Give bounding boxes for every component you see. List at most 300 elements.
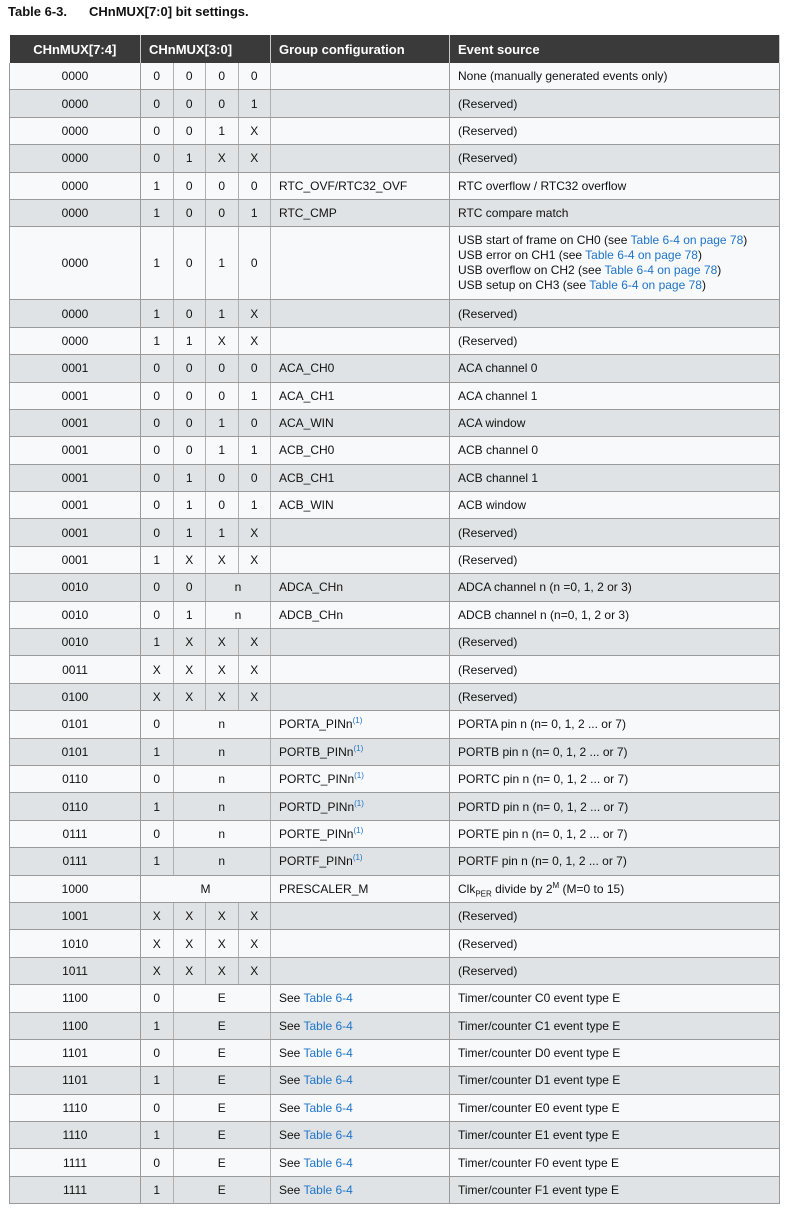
event-source-text: (Reserved) xyxy=(458,96,518,111)
chnmux-3-0-bit-cell: 0 xyxy=(141,820,174,847)
chnmux-3-0-bit-cell: 0 xyxy=(173,437,206,464)
table-row xyxy=(10,227,780,300)
chnmux-3-0-bit-cell: E xyxy=(173,1012,271,1039)
chnmux-3-0-bit-cell: 1 xyxy=(173,327,206,354)
clk-text: (M=0 to 15) xyxy=(559,881,625,896)
chnmux-7-4-cell: 0001 xyxy=(10,382,141,409)
table-6-4-page-78-link[interactable]: Table 6-4 on page 78 xyxy=(585,248,698,263)
chnmux-7-4-cell: 0100 xyxy=(10,683,141,710)
event-source-text: (Reserved) xyxy=(458,333,518,348)
chnmux-7-4-cell: 0001 xyxy=(10,409,141,436)
table-row xyxy=(10,574,780,601)
event-source-cell xyxy=(450,409,780,436)
chnmux-3-0-bit-cell: 0 xyxy=(173,199,206,226)
group-name: ACB_CH1 xyxy=(279,470,335,485)
event-source-text: ADCA channel n (n =0, 1, 2 or 3) xyxy=(458,580,632,595)
table-row xyxy=(10,1067,780,1094)
table-row xyxy=(10,199,780,226)
chnmux-7-4-cell: 1010 xyxy=(10,930,141,957)
event-source-text: PORTA pin n (n= 0, 1, 2 ... or 7) xyxy=(458,717,626,732)
chnmux-3-0-bit-cell: E xyxy=(173,1149,271,1176)
table-row xyxy=(10,820,780,847)
group-configuration-cell xyxy=(271,1067,450,1094)
chnmux-3-0-bit-cell: X xyxy=(173,629,206,656)
event-source-cell xyxy=(450,546,780,573)
event-source-text: ACB channel 0 xyxy=(458,443,539,458)
chnmux-3-0-bit-cell: n xyxy=(206,574,271,601)
group-name: ADCA_CHn xyxy=(279,580,344,595)
table-row xyxy=(10,902,780,929)
group-configuration-cell xyxy=(271,1039,450,1066)
usb-event-close: ) xyxy=(697,248,702,263)
chnmux-7-4-cell: 1000 xyxy=(10,875,141,902)
chnmux-3-0-bit-cell: X xyxy=(173,957,206,984)
chnmux-3-0-bit-cell: 0 xyxy=(206,355,239,382)
chnmux-3-0-bit-cell: X xyxy=(238,117,271,144)
group-name: PORTB_PINn xyxy=(279,744,354,759)
group-name: PORTE_PINn xyxy=(279,826,354,841)
table-row xyxy=(10,1149,780,1176)
group-configuration-cell xyxy=(271,519,450,546)
chnmux-3-0-bit-cell: 0 xyxy=(173,382,206,409)
table-6-4-page-78-link[interactable]: Table 6-4 on page 78 xyxy=(630,233,744,248)
event-source-cell xyxy=(450,464,780,491)
chnmux-3-0-bit-cell: X xyxy=(238,300,271,327)
chnmux-3-0-bit-cell: 0 xyxy=(206,63,239,90)
chnmux-3-0-bit-cell: n xyxy=(173,793,271,820)
group-configuration-cell xyxy=(271,1149,450,1176)
chnmux-3-0-bit-cell: n xyxy=(173,848,271,875)
event-source-cell xyxy=(450,902,780,929)
table-6-4-link[interactable]: Table 6-4 xyxy=(303,991,353,1006)
event-source-cell xyxy=(450,574,780,601)
see-label: See xyxy=(279,991,304,1006)
event-source-text: Timer/counter C0 event type E xyxy=(458,991,621,1006)
chnmux-3-0-bit-cell: 0 xyxy=(173,172,206,199)
event-source-cell xyxy=(450,985,780,1012)
chnmux-3-0-bit-cell: 0 xyxy=(206,172,239,199)
usb-event-text: USB start of frame on CH0 (see xyxy=(458,233,631,248)
group-name: PORTF_PINn xyxy=(279,854,353,869)
event-source-text: (Reserved) xyxy=(458,306,518,321)
group-name: PORTD_PINn xyxy=(279,799,355,814)
chnmux-3-0-bit-cell: E xyxy=(173,1122,271,1149)
header-chnmux-3-0: CHnMUX[3:0] xyxy=(141,35,271,63)
group-configuration-cell xyxy=(271,300,450,327)
event-source-cell xyxy=(450,1067,780,1094)
clk-text: Clk xyxy=(458,881,476,896)
table-row xyxy=(10,848,780,875)
event-source-text: Timer/counter E0 event type E xyxy=(458,1100,620,1115)
table-row xyxy=(10,875,780,902)
chnmux-3-0-bit-cell: 0 xyxy=(141,1094,174,1121)
chnmux-3-0-bit-cell: 1 xyxy=(141,1176,174,1203)
chnmux-7-4-cell: 0010 xyxy=(10,629,141,656)
event-source-cell xyxy=(450,437,780,464)
chnmux-7-4-cell: 1110 xyxy=(10,1122,141,1149)
group-configuration-cell xyxy=(271,90,450,117)
chnmux-3-0-bit-cell: 1 xyxy=(238,382,271,409)
event-source-text: (Reserved) xyxy=(458,151,518,166)
event-source-text: (Reserved) xyxy=(458,963,518,978)
chnmux-3-0-bit-cell: 1 xyxy=(141,199,174,226)
table-row xyxy=(10,63,780,90)
chnmux-3-0-bit-cell: X xyxy=(206,629,239,656)
usb-event-text: USB overflow on CH2 (see xyxy=(458,263,605,278)
event-source-cell xyxy=(450,765,780,792)
chnmux-3-0-bit-cell: 0 xyxy=(141,63,174,90)
see-label: See xyxy=(279,1183,304,1198)
table-6-4-link[interactable]: Table 6-4 xyxy=(303,1155,353,1170)
chnmux-3-0-bit-cell: X xyxy=(141,683,174,710)
chnmux-3-0-bit-cell: 1 xyxy=(141,629,174,656)
chnmux-3-0-bit-cell: 0 xyxy=(206,492,239,519)
event-source-cell xyxy=(450,1094,780,1121)
group-configuration-cell xyxy=(271,902,450,929)
chnmux-3-0-bit-cell: 1 xyxy=(238,90,271,117)
chnmux-3-0-bit-cell: M xyxy=(141,875,271,902)
see-label: See xyxy=(279,1155,304,1170)
chnmux-3-0-bit-cell: n xyxy=(173,820,271,847)
chnmux-3-0-bit-cell: 1 xyxy=(173,601,206,628)
event-source-text: PORTE pin n (n= 0, 1, 2 ... or 7) xyxy=(458,826,628,841)
chnmux-3-0-bit-cell: n xyxy=(206,601,271,628)
chnmux-3-0-bit-cell: 0 xyxy=(173,409,206,436)
usb-event-line xyxy=(458,263,771,278)
chnmux-3-0-bit-cell: 0 xyxy=(141,711,174,738)
footnote-ref[interactable]: (1) xyxy=(352,716,363,726)
chnmux-7-4-cell: 0001 xyxy=(10,464,141,491)
chnmux-3-0-bit-cell: 1 xyxy=(141,848,174,875)
chnmux-7-4-cell: 0000 xyxy=(10,227,141,300)
chnmux-3-0-bit-cell: 1 xyxy=(141,546,174,573)
event-source-cell xyxy=(450,300,780,327)
footnote-ref[interactable]: (1) xyxy=(354,798,364,808)
group-configuration-cell xyxy=(271,793,450,820)
chnmux-3-0-bit-cell: 1 xyxy=(141,172,174,199)
chnmux-3-0-bit-cell: n xyxy=(173,765,271,792)
event-source-text: RTC compare match xyxy=(458,206,569,221)
event-source-cell xyxy=(450,1039,780,1066)
event-source-text: ACB channel 1 xyxy=(458,470,539,485)
chnmux-3-0-bit-cell: 1 xyxy=(173,145,206,172)
footnote-ref[interactable]: (1) xyxy=(354,771,364,781)
group-name: ACA_CH0 xyxy=(279,361,335,376)
group-name: ACA_CH1 xyxy=(279,388,335,403)
chnmux-3-0-bit-cell: 0 xyxy=(141,437,174,464)
event-source-text: PORTD pin n (n= 0, 1, 2 ... or 7) xyxy=(458,799,629,814)
event-source-text: ADCB channel n (n=0, 1, 2 or 3) xyxy=(458,607,630,622)
chnmux-3-0-bit-cell: X xyxy=(206,683,239,710)
chnmux-3-0-bit-cell: 0 xyxy=(173,90,206,117)
group-configuration-cell xyxy=(271,957,450,984)
chnmux-7-4-cell: 1011 xyxy=(10,957,141,984)
chnmux-7-4-cell: 0000 xyxy=(10,327,141,354)
event-source-text: None (manually generated events only) xyxy=(458,69,668,84)
group-configuration-cell xyxy=(271,1012,450,1039)
chnmux-3-0-bit-cell: E xyxy=(173,1094,271,1121)
chnmux-3-0-bit-cell: 1 xyxy=(141,227,174,300)
usb-event-close: ) xyxy=(743,233,748,248)
footnote-ref[interactable]: (1) xyxy=(353,743,364,753)
event-source-cell xyxy=(450,683,780,710)
chnmux-3-0-bit-cell: 0 xyxy=(141,90,174,117)
event-source-text: (Reserved) xyxy=(458,123,518,138)
table-6-4-link[interactable]: Table 6-4 xyxy=(303,1100,353,1115)
table-row xyxy=(10,765,780,792)
table-row xyxy=(10,172,780,199)
chnmux-3-0-bit-cell: 0 xyxy=(173,117,206,144)
chnmux-7-4-cell: 0010 xyxy=(10,601,141,628)
chnmux-7-4-cell: 0000 xyxy=(10,172,141,199)
chnmux-7-4-cell: 1100 xyxy=(10,1012,141,1039)
table-row xyxy=(10,382,780,409)
event-source-cell xyxy=(450,117,780,144)
event-source-cell xyxy=(450,145,780,172)
chnmux-3-0-bit-cell: 0 xyxy=(238,464,271,491)
chnmux-3-0-bit-cell: X xyxy=(141,930,174,957)
table-6-4-link[interactable]: Table 6-4 xyxy=(303,1183,353,1198)
chnmux-3-0-bit-cell: X xyxy=(238,519,271,546)
chnmux-7-4-cell: 1110 xyxy=(10,1094,141,1121)
table-row xyxy=(10,683,780,710)
table-row xyxy=(10,1039,780,1066)
group-configuration-cell xyxy=(271,145,450,172)
event-source-cell xyxy=(450,875,780,902)
chnmux-3-0-bit-cell: 0 xyxy=(141,1149,174,1176)
group-configuration-cell xyxy=(271,492,450,519)
event-source-cell xyxy=(450,172,780,199)
chnmux-3-0-bit-cell: 1 xyxy=(206,519,239,546)
chnmux-3-0-bit-cell: X xyxy=(206,546,239,573)
chnmux-7-4-cell: 1101 xyxy=(10,1067,141,1094)
event-source-cell xyxy=(450,629,780,656)
event-source-text: Timer/counter E1 event type E xyxy=(458,1128,620,1143)
group-configuration-cell xyxy=(271,656,450,683)
chnmux-3-0-bit-cell: 1 xyxy=(238,199,271,226)
table-6-4-link[interactable]: Table 6-4 xyxy=(303,1073,353,1088)
chnmux-3-0-bit-cell: 0 xyxy=(238,355,271,382)
event-source-text: PORTB pin n (n= 0, 1, 2 ... or 7) xyxy=(458,744,628,759)
chnmux-7-4-cell: 0000 xyxy=(10,63,141,90)
group-name: PORTC_PINn xyxy=(279,772,355,787)
chnmux-3-0-bit-cell: 0 xyxy=(141,117,174,144)
chnmux-3-0-bit-cell: 0 xyxy=(173,355,206,382)
chnmux-3-0-bit-cell: 0 xyxy=(141,985,174,1012)
chnmux-3-0-bit-cell: X xyxy=(206,902,239,929)
chnmux-3-0-bit-cell: X xyxy=(238,327,271,354)
event-source-cell xyxy=(450,355,780,382)
event-source-cell xyxy=(450,63,780,90)
table-row xyxy=(10,1176,780,1203)
chnmux-3-0-bit-cell: X xyxy=(238,145,271,172)
table-6-4-page-78-link[interactable]: Table 6-4 on page 78 xyxy=(589,278,702,293)
table-row xyxy=(10,327,780,354)
chnmux-3-0-bit-cell: X xyxy=(173,656,206,683)
group-configuration-cell xyxy=(271,464,450,491)
chnmux-3-0-bit-cell: 0 xyxy=(206,464,239,491)
footnote-ref[interactable]: (1) xyxy=(353,825,364,835)
chnmux-3-0-bit-cell: 0 xyxy=(141,409,174,436)
event-source-cell xyxy=(450,1149,780,1176)
table-row xyxy=(10,355,780,382)
usb-event-line xyxy=(458,233,771,248)
group-name: RTC_OVF/RTC32_OVF xyxy=(279,178,408,193)
chnmux-7-4-cell: 1101 xyxy=(10,1039,141,1066)
chnmux-3-0-bit-cell: E xyxy=(173,1039,271,1066)
usb-event-line xyxy=(458,278,771,293)
chnmux-3-0-bit-cell: 1 xyxy=(141,300,174,327)
table-header-row xyxy=(10,35,780,63)
event-source-text: ACA channel 0 xyxy=(458,361,538,376)
group-configuration-cell xyxy=(271,930,450,957)
event-source-text: (Reserved) xyxy=(458,662,518,677)
chnmux-3-0-bit-cell: 0 xyxy=(173,574,206,601)
chnmux-3-0-bit-cell: X xyxy=(238,629,271,656)
table-number: Table 6-3. xyxy=(8,4,68,19)
chnmux-7-4-cell: 0101 xyxy=(10,738,141,765)
chnmux-7-4-cell: 1001 xyxy=(10,902,141,929)
chnmux-3-0-bit-cell: 1 xyxy=(206,227,239,300)
chnmux-3-0-bit-cell: 1 xyxy=(141,793,174,820)
chnmux-3-0-bit-cell: X xyxy=(238,957,271,984)
table-6-4-link[interactable]: Table 6-4 xyxy=(303,1018,353,1033)
group-configuration-cell xyxy=(271,1176,450,1203)
event-source-cell xyxy=(450,957,780,984)
chnmux-7-4-cell: 1111 xyxy=(10,1149,141,1176)
chnmux-3-0-bit-cell: 0 xyxy=(238,63,271,90)
table-row xyxy=(10,738,780,765)
chnmux-3-0-bit-cell: n xyxy=(173,738,271,765)
group-configuration-cell xyxy=(271,546,450,573)
chnmux-3-0-bit-cell: X xyxy=(141,957,174,984)
chnmux-3-0-bit-cell: 0 xyxy=(141,492,174,519)
group-configuration-cell xyxy=(271,327,450,354)
chnmux-3-0-bit-cell: 0 xyxy=(141,765,174,792)
chnmux-3-0-bit-cell: E xyxy=(173,1067,271,1094)
group-name: ACB_CH0 xyxy=(279,443,335,458)
event-source-cell xyxy=(450,656,780,683)
chnmux-3-0-bit-cell: X xyxy=(173,930,206,957)
event-source-cell xyxy=(450,738,780,765)
chnmux-3-0-bit-cell: X xyxy=(141,656,174,683)
chnmux-3-0-bit-cell: 1 xyxy=(238,437,271,464)
chnmux-3-0-bit-cell: E xyxy=(173,1176,271,1203)
chnmux-3-0-bit-cell: 0 xyxy=(206,90,239,117)
group-configuration-cell xyxy=(271,1094,450,1121)
event-source-cell xyxy=(450,382,780,409)
event-source-cell xyxy=(450,1176,780,1203)
footnote-ref[interactable]: (1) xyxy=(352,853,363,863)
event-source-text: Timer/counter D0 event type E xyxy=(458,1046,621,1061)
group-configuration-cell xyxy=(271,683,450,710)
clk-power: M xyxy=(552,880,560,890)
chnmux-3-0-bit-cell: 1 xyxy=(141,1012,174,1039)
chnmux-7-4-cell: 0000 xyxy=(10,300,141,327)
chnmux-7-4-cell: 0010 xyxy=(10,574,141,601)
chnmux-3-0-bit-cell: 1 xyxy=(173,464,206,491)
table-6-4-page-78-link[interactable]: Table 6-4 on page 78 xyxy=(604,263,718,278)
usb-event-close: ) xyxy=(717,263,722,278)
group-configuration-cell xyxy=(271,172,450,199)
table-row xyxy=(10,546,780,573)
event-source-cell xyxy=(450,492,780,519)
event-source-cell xyxy=(450,848,780,875)
group-configuration-cell xyxy=(271,1122,450,1149)
usb-event-line xyxy=(458,248,771,263)
table-row xyxy=(10,629,780,656)
chnmux-3-0-bit-cell: X xyxy=(238,930,271,957)
clk-subscript: PER xyxy=(475,889,492,899)
chnmux-3-0-bit-cell: 1 xyxy=(206,437,239,464)
group-name: ACB_WIN xyxy=(279,498,334,513)
usb-event-text: USB setup on CH3 (see xyxy=(458,278,590,293)
see-label: See xyxy=(279,1128,304,1143)
chnmux-3-0-bit-cell: 0 xyxy=(141,382,174,409)
table-6-4-link[interactable]: Table 6-4 xyxy=(303,1046,353,1061)
header-chnmux-7-4: CHnMUX[7:4] xyxy=(10,35,141,63)
chnmux-3-0-bit-cell: 0 xyxy=(206,199,239,226)
group-configuration-cell xyxy=(271,63,450,90)
chnmux-3-0-bit-cell: X xyxy=(173,902,206,929)
chnmux-3-0-bit-cell: X xyxy=(173,546,206,573)
group-configuration-cell xyxy=(271,355,450,382)
chnmux-3-0-bit-cell: 1 xyxy=(173,492,206,519)
chnmux-3-0-bit-cell: 0 xyxy=(238,227,271,300)
chnmux-3-0-bit-cell: 1 xyxy=(206,117,239,144)
see-label: See xyxy=(279,1073,304,1088)
see-label: See xyxy=(279,1018,304,1033)
chnmux-3-0-bit-cell: 0 xyxy=(141,355,174,382)
group-configuration-cell xyxy=(271,574,450,601)
chnmux-3-0-bit-cell: 0 xyxy=(173,63,206,90)
usb-event-text: USB error on CH1 (see xyxy=(458,248,586,263)
event-source-text: Timer/counter D1 event type E xyxy=(458,1073,621,1088)
chnmux-7-4-cell: 0001 xyxy=(10,546,141,573)
clk-text: divide by 2 xyxy=(491,881,553,896)
chnmux-3-0-bit-cell: X xyxy=(206,930,239,957)
chnmux-3-0-bit-cell: X xyxy=(206,656,239,683)
event-source-text: RTC overflow / RTC32 overflow xyxy=(458,178,627,193)
event-source-text: ACA channel 1 xyxy=(458,388,538,403)
group-configuration-cell xyxy=(271,985,450,1012)
group-configuration-cell xyxy=(271,711,450,738)
chnmux-3-0-bit-cell: X xyxy=(238,902,271,929)
group-configuration-cell xyxy=(271,875,450,902)
event-source-text: Timer/counter F0 event type E xyxy=(458,1155,619,1170)
chnmux-3-0-bit-cell: 0 xyxy=(173,300,206,327)
table-row xyxy=(10,90,780,117)
table-row xyxy=(10,492,780,519)
chnmux-7-4-cell: 0110 xyxy=(10,793,141,820)
chnmux-3-0-bit-cell: 1 xyxy=(141,327,174,354)
chnmux-7-4-cell: 1111 xyxy=(10,1176,141,1203)
chnmux-3-0-bit-cell: 0 xyxy=(141,601,174,628)
group-name: RTC_CMP xyxy=(279,206,337,221)
chnmux-7-4-cell: 0110 xyxy=(10,765,141,792)
chnmux-3-0-bit-cell: 0 xyxy=(206,382,239,409)
table-row xyxy=(10,793,780,820)
chnmux-7-4-cell: 0000 xyxy=(10,145,141,172)
event-source-cell xyxy=(450,227,780,300)
table-row xyxy=(10,409,780,436)
chnmux-3-0-bit-cell: 0 xyxy=(141,1039,174,1066)
group-configuration-cell xyxy=(271,820,450,847)
chnmux-3-0-bit-cell: 0 xyxy=(173,227,206,300)
chnmux-7-4-cell: 0111 xyxy=(10,848,141,875)
chnmux-3-0-bit-cell: 1 xyxy=(206,409,239,436)
table-6-4-link[interactable]: Table 6-4 xyxy=(303,1128,353,1143)
